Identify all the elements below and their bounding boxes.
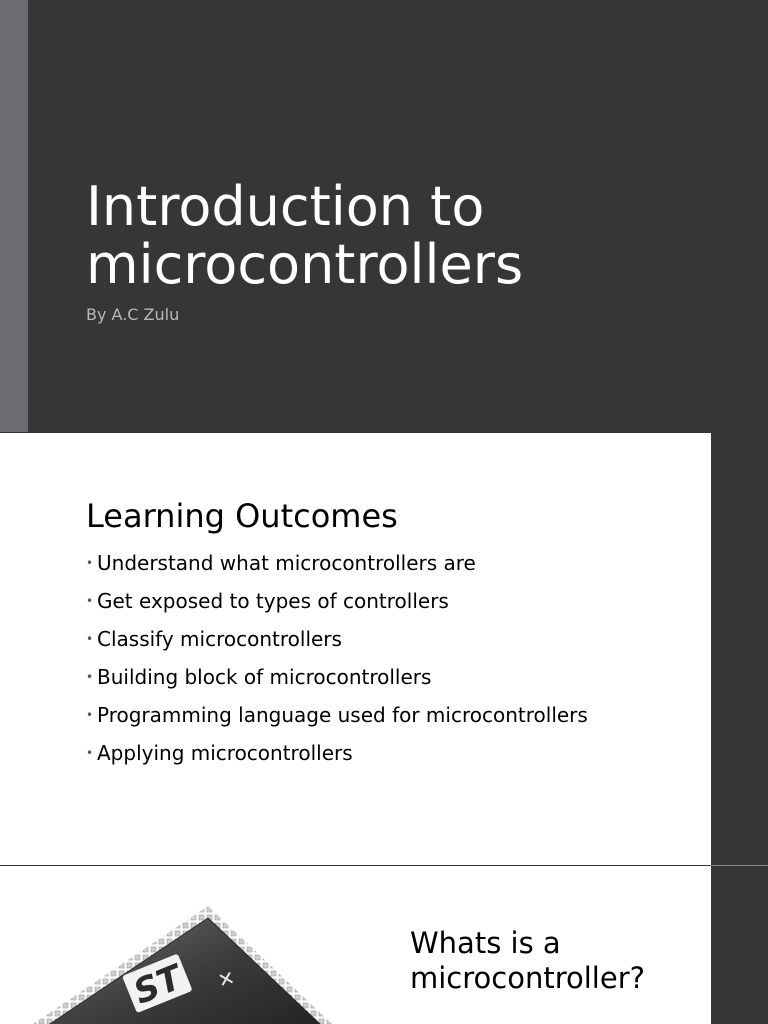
learning-outcomes-slide [0, 433, 711, 865]
list-item-text: Classify microcontrollers [97, 627, 342, 651]
what-is-microcontroller-slide [0, 866, 711, 1024]
slide-subtitle: By A.C Zulu [86, 305, 180, 324]
bullet-icon: • [86, 670, 94, 684]
bullet-icon: • [86, 594, 94, 608]
slide-divider [711, 865, 768, 866]
bullet-icon: • [86, 746, 94, 760]
list-item [86, 741, 606, 766]
bullet-icon: • [86, 556, 94, 570]
bullet-list [86, 551, 606, 779]
svg-text:ST: ST [128, 957, 188, 1013]
slide-heading: Whats is a microcontroller? [410, 926, 646, 995]
microcontroller-chip-image [30, 906, 360, 1024]
bullet-icon: • [86, 632, 94, 646]
list-item-text: Understand what microcontrollers are [97, 551, 476, 575]
list-item-text: Applying microcontrollers [97, 741, 353, 765]
list-item-text: Building block of microcontrollers [97, 665, 432, 689]
list-item [86, 703, 606, 728]
bullet-icon: • [86, 708, 94, 722]
list-item [86, 627, 606, 652]
list-item [86, 589, 606, 614]
list-item-text: Programming language used for microcontrollers [97, 703, 588, 727]
list-item-text: Get exposed to types of controllers [97, 589, 449, 613]
title-slide [0, 0, 768, 432]
slide-heading: Learning Outcomes [86, 497, 398, 535]
accent-bar [0, 0, 28, 432]
list-item [86, 665, 606, 690]
list-item [86, 551, 606, 576]
slide-title: Introduction to microcontrollers [86, 175, 524, 296]
svg-text:✕: ✕ [215, 965, 238, 993]
